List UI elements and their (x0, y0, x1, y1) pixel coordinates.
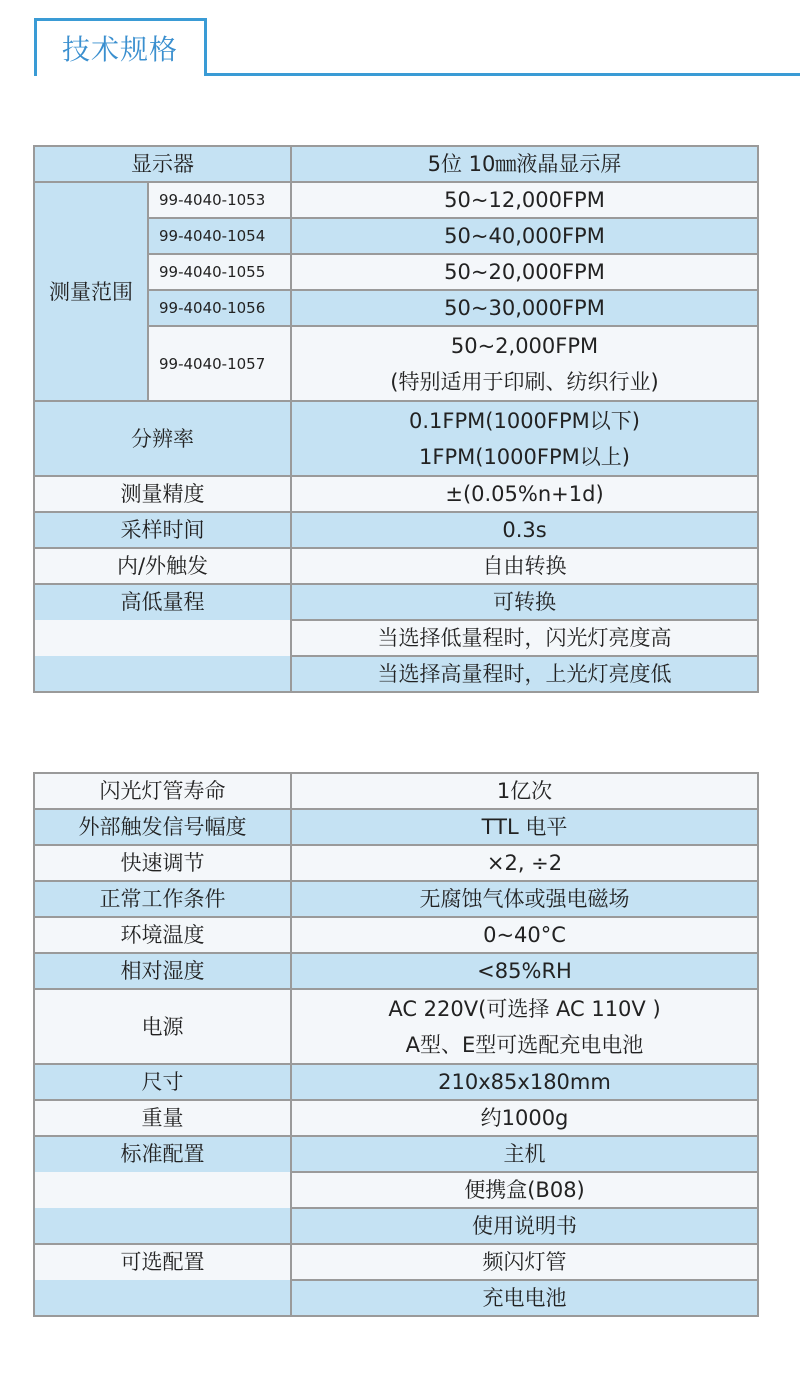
trigger-value: 自由转换 (291, 548, 758, 584)
range-value: 50~40,000FPM (291, 218, 758, 254)
spec-label: 外部触发信号幅度 (34, 809, 291, 845)
range-model: 99-4040-1056 (148, 290, 291, 326)
range-model: 99-4040-1055 (148, 254, 291, 290)
resolution-line: 1FPM(1000FPM以上) (419, 444, 630, 469)
display-label: 显示器 (34, 146, 291, 182)
standard-item: 便携盒(B08) (291, 1172, 758, 1208)
header-underline (207, 73, 800, 76)
power-label: 电源 (34, 989, 291, 1064)
range-value: 50~12,000FPM (291, 182, 758, 218)
optional-label: 可选配置 (34, 1244, 291, 1280)
weight-label: 重量 (34, 1100, 291, 1136)
power-value (291, 989, 758, 1064)
spec-value: ×2, ÷2 (291, 845, 758, 881)
sampling-value: 0.3s (291, 512, 758, 548)
spec-value: TTL 电平 (291, 809, 758, 845)
empty-cell (34, 1208, 291, 1244)
size-label: 尺寸 (34, 1064, 291, 1100)
range-value-multiline (291, 326, 758, 401)
sampling-label: 采样时间 (34, 512, 291, 548)
spec-value: 0~40°C (291, 917, 758, 953)
resolution-value (291, 401, 758, 476)
spec-label: 闪光灯管寿命 (34, 773, 291, 809)
resolution-label: 分辨率 (34, 401, 291, 476)
range-mode-value: 可转换 (291, 584, 758, 620)
weight-value: 约1000g (291, 1100, 758, 1136)
range-mode-label: 高低量程 (34, 584, 291, 620)
power-line: A型、E型可选配充电电池 (405, 1032, 644, 1057)
empty-cell (34, 656, 291, 692)
size-value: 210x85x180mm (291, 1064, 758, 1100)
spec-value: <85%RH (291, 953, 758, 989)
spec-label: 相对湿度 (34, 953, 291, 989)
standard-item: 使用说明书 (291, 1208, 758, 1244)
display-value: 5位 10㎜液晶显示屏 (291, 146, 758, 182)
range-mode-note: 当选择低量程时，闪光灯亮度高 (291, 620, 758, 656)
spec-label: 环境温度 (34, 917, 291, 953)
range-label: 测量范围 (34, 182, 148, 401)
spec-value: 无腐蚀气体或强电磁场 (291, 881, 758, 917)
range-value: 50~30,000FPM (291, 290, 758, 326)
spec-table-2 (33, 772, 759, 1317)
spec-label: 快速调节 (34, 845, 291, 881)
trigger-label: 内/外触发 (34, 548, 291, 584)
power-line: AC 220V(可选择 AC 110V ) (388, 996, 661, 1021)
range-note: (特别适用于印刷、纺织行业) (390, 369, 659, 394)
standard-item: 主机 (291, 1136, 758, 1172)
resolution-line: 0.1FPM(1000FPM以下) (409, 408, 640, 433)
range-model: 99-4040-1057 (148, 326, 291, 401)
spec-label: 正常工作条件 (34, 881, 291, 917)
range-model: 99-4040-1054 (148, 218, 291, 254)
spec-value: 1亿次 (291, 773, 758, 809)
empty-cell (34, 1172, 291, 1208)
range-model: 99-4040-1053 (148, 182, 291, 218)
range-mode-note: 当选择高量程时，上光灯亮度低 (291, 656, 758, 692)
empty-cell (34, 1280, 291, 1316)
accuracy-label: 测量精度 (34, 476, 291, 512)
accuracy-value: ±(0.05%n+1d) (291, 476, 758, 512)
optional-item: 频闪灯管 (291, 1244, 758, 1280)
optional-item: 充电电池 (291, 1280, 758, 1316)
page-title: 技术规格 (62, 33, 179, 66)
range-value: 50~2,000FPM (450, 333, 599, 358)
empty-cell (34, 620, 291, 656)
range-value: 50~20,000FPM (291, 254, 758, 290)
spec-table-1 (33, 145, 759, 693)
standard-label: 标准配置 (34, 1136, 291, 1172)
